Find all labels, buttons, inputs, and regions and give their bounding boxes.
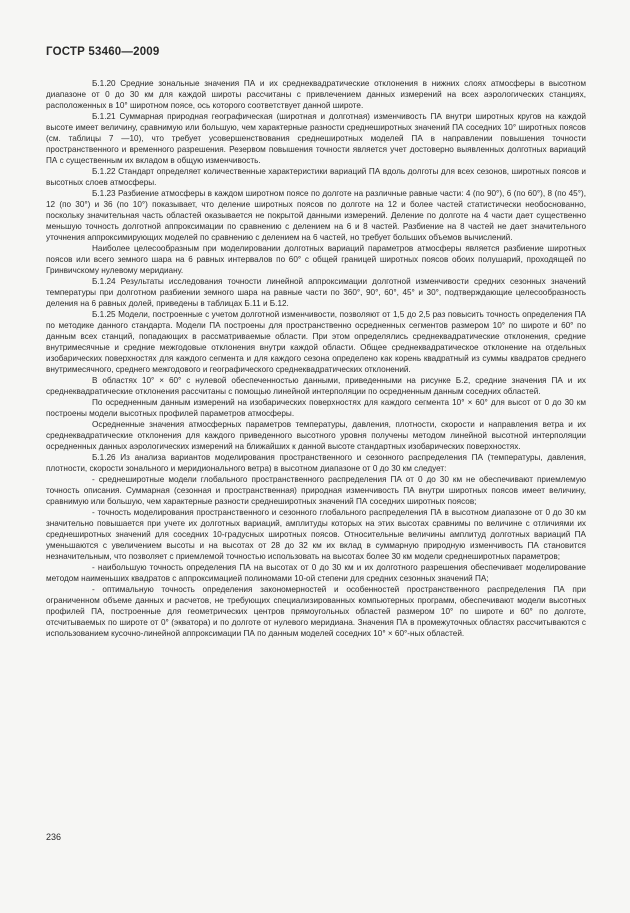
paragraph-b1-20: Б.1.20 Средние зональные значения ПА и их среднеквадратические отклонения в нижних слоях атмосферы в высотном диапазоне от 0 до 30 км для каждой широты рассчитаны с привлечением данных измерений на всех аэрологических станциях, расположенных в 10° широтном поясе, ось которого соответствует данной широте. (46, 79, 586, 110)
document-body (46, 78, 586, 639)
list-item-4: - оптимальную точность определения закономерностей и особенностей пространственного распределения ПА при ограниченном объеме данных и расчетов, не требующих специализированных компьютерных программ, обеспечивают модели высотных профилей ПА, построенные для геометрических центров прямоугольных областей размером 10° по широте и 60° по долготе, отсчитываемых по широте от 0° (экватора) и по долготе от нулевого меридиана. Значения ПА в промежуточных областях рассчитываются с использованием кусочно-линейной аппроксимации ПА по данным моделей соседних 10° × 60°-ных областей. (46, 585, 586, 638)
paragraph-b1-25-averaged: Осредненные значения атмосферных параметров температуры, давления, плотности, скорости и направления ветра и их среднеквадратические отклонения для каждого приведенного высотного уровня получены методом линейной высотной интерполяции осредненных данных аэрологических измерений на ближайших к данной высоте стандартных изобарических поверхностях. (46, 420, 586, 451)
paragraph-b1-22: Б.1.22 Стандарт определяет количественные характеристики вариаций ПА вдоль долготы для всех сезонов, широтных поясов и высотных слоев атмосферы. (46, 167, 586, 187)
page-number: 236 (46, 832, 62, 842)
paragraph-b1-21: Б.1.21 Суммарная природная географическая (широтная и долготная) изменчивость ПА внутри широтных кругов на каждой высоте имеет величину, сравнимую или большую, чем характерные разности среднеширотных значений ПА соседних 10° широтных поясов (см. таблицы 7 —10), что требует усовершенствования среднеширотных моделей ПА в направлении повышения точности пространственного и временного разрешения. Резервом повышения точности является учет достоверно выявленных долготных вариаций ПА с существенным их вкладом в общую изменчивость. (46, 112, 586, 165)
document-header: ГОСТР 53460—2009 (46, 46, 160, 58)
list-item-3: - наибольшую точность определения ПА на высотах от 0 до 30 км и их долготного разрешения обеспечивает моделирование методом наименьших квадратов с аппроксимацией полиномами 10-ой степени для средних сезонных значений ПА; (46, 563, 586, 583)
paragraph-b1-23: Б.1.23 Разбиение атмосферы в каждом широтном поясе по долготе на различные равные части: 4 (по 90°), 6 (по 60°), 8 (по 45°), 12 (по 30°) и 36 (по 10°) показывает, что деление широтных поясов по долготе на 12 и более частей статистически необоснованно, поскольку значительная часть областей оказывается не покрытой данными измерений. Деление по долготе на 4 части дает существенно меньшую точность долготной аппроксимации по сравнению с делением на 6 и 8 частей. Разбиение на 8 частей не дает значительного уточнения аппроксимирующих моделей по сравнению с делением на 6 частей, но требует больших объемов вычислений. (46, 189, 586, 242)
list-item-2: - точность моделирования пространственного и сезонного глобального распределения ПА в высотном диапазоне от 0 до 30 км значительно повышается при учете их долготных вариаций, амплитуды которых на этих высотах сравнимы по величине с отличиями их среднеширотных значений для соседних 10-градусных широтных поясов. Относительные величины амплитуд долготных вариаций ПА уменьшаются с увеличением высоты и на высотах от 28 до 32 км их вклад в суммарную природную изменчивость ПА становится незначительным, что позволяет с приемлемой точностью использовать на высотах более 30 км модели среднеширотных параметров; (46, 508, 586, 561)
paragraph-b1-25: Б.1.25 Модели, построенные с учетом долготной изменчивости, позволяют от 1,5 до 2,5 раз повысить точность определения ПА по методике данного стандарта. Модели ПА построены для пространственно осредненных сегментов размером 10° по широте и 60° по данным всех станций, попадающих в рассматриваемые области. При этом определялись среднеквадратические отклонения, средние внутримесячные и средние межгодовые отклонения внутри каждой области. Общее среднеквадратическое отклонение на отдельных изобарических поверхностях для каждого сегмента и для каждого сезона определено как корень квадратный из суммы квадратов среднего внутримесячного, среднего межгодового и географического среднеквадратических отклонений. (46, 310, 586, 374)
paragraph-b1-25-zero-coverage: В областях 10° × 60° с нулевой обеспеченностью данными, приведенными на рисунке Б.2, средние значения ПА и их среднеквадратические отклонения рассчитаны с помощью линейной интерполяции по осредненным данным соседних областей. (46, 376, 586, 396)
paragraph-b1-24: Б.1.24 Результаты исследования точности линейной аппроксимации долготной изменчивости средних сезонных значений температуры при долготном разбиении земного шара на равные части по 360°, 90°, 60°, 45° и 30°, подтверждающие целесообразность деления на 6 равных долей, приведены в таблицах Б.11 и Б.12. (46, 277, 586, 308)
paragraph-b1-26: Б.1.26 Из анализа вариантов моделирования пространственного и сезонного распределения ПА (температуры, давления, плотности, скорости зонального и меридионального ветра) в высотном диапазоне от 0 до 30 км следует: (46, 453, 586, 473)
paragraph-b1-23-cont: Наиболее целесообразным при моделировании долготных вариаций параметров атмосферы является разбиение широтных поясов или всего земного шара на 6 равных интервалов по 60° с общей границей широтных поясов обоих полушарий, проходящей по Гринвичскому нулевому меридиану. (46, 244, 586, 275)
list-item-1: - среднеширотные модели глобального пространственного распределения ПА от 0 до 30 км не обеспечивают приемлемую точность описания. Суммарная (сезонная и пространственная) природная изменчивость ПА внутри широтных поясов имеет величину, сравнимую или большую, чем характерные разности среднеширотных значений ПА соседних широтных поясов; (46, 475, 586, 506)
paragraph-b1-25-profiles: По осредненным данным измерений на изобарических поверхностях для каждого сегмента 10° × 60° для высот от 0 до 30 км построены модели высотных профилей параметров атмосферы. (46, 398, 586, 418)
